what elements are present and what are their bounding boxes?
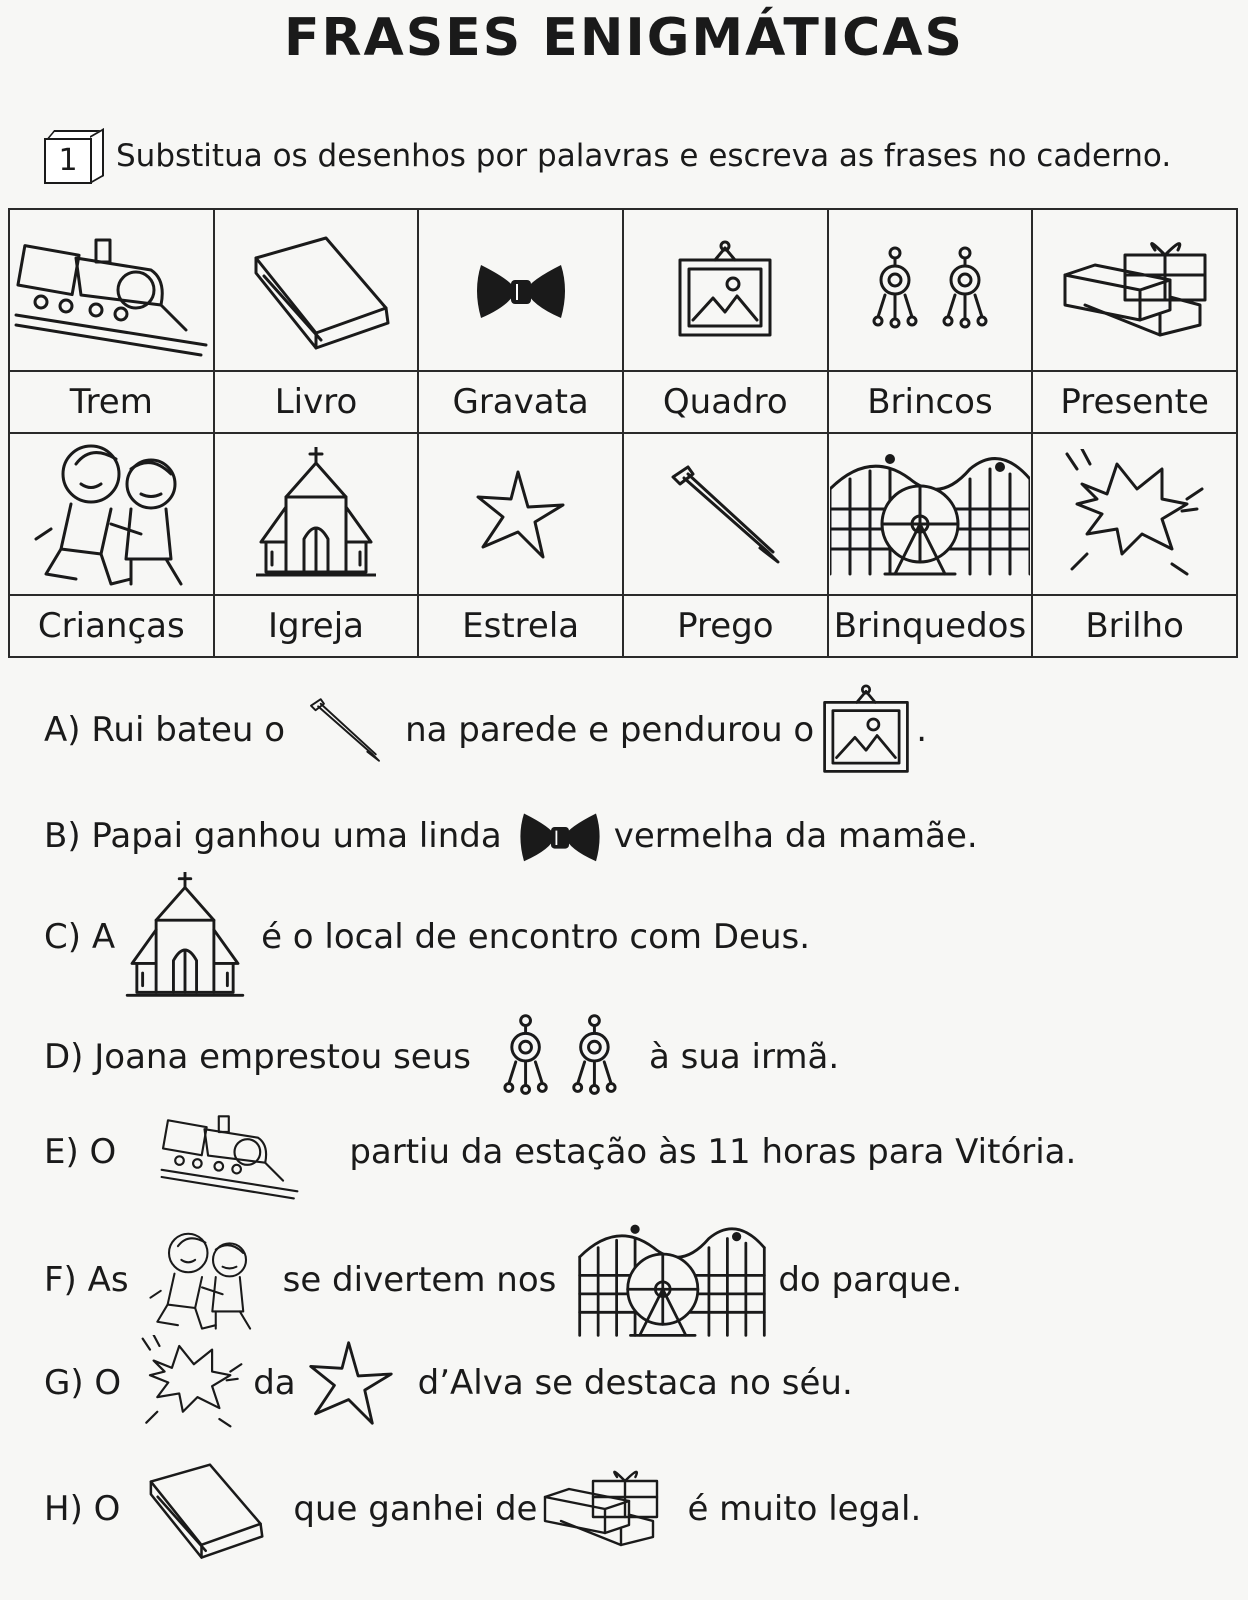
park-cell (828, 433, 1033, 595)
word-label: Igreja (214, 595, 419, 657)
word-label: Crianças (9, 595, 214, 657)
picture-frame-icon (820, 684, 912, 776)
shine-icon (1062, 449, 1207, 579)
earrings-cell (828, 209, 1033, 371)
church-icon (256, 447, 376, 582)
star-cell (418, 433, 623, 595)
word-label: Gravata (418, 371, 623, 433)
sentence-text: . (916, 710, 928, 750)
word-label: Prego (623, 595, 828, 657)
sentence-text: à sua irmã. (648, 1037, 840, 1077)
nail-icon (305, 696, 385, 764)
sentence-text: vermelha da mamãe. (613, 816, 978, 856)
shine-cell (1032, 433, 1237, 595)
sentence-text: C) A (44, 917, 116, 957)
amusement-park-icon (830, 449, 1030, 579)
frame-cell (623, 209, 828, 371)
book-icon (134, 1455, 269, 1563)
gift-cell (1032, 209, 1237, 371)
word-label: Brinquedos (828, 595, 1033, 657)
word-label: Livro (214, 371, 419, 433)
sentence-b (44, 800, 978, 872)
sentence-text: que ganhei de (293, 1489, 538, 1529)
star-icon (473, 467, 568, 562)
word-label: Estrela (418, 595, 623, 657)
nail-cell (623, 433, 828, 595)
church-icon (125, 872, 245, 1002)
train-icon (142, 1102, 317, 1202)
sentence-text: B) Papai ganhou uma linda (44, 816, 502, 856)
page-title: FRASES ENIGMÁTICAS (283, 8, 965, 68)
sentence-text: D) Joana emprestou seus (44, 1037, 471, 1077)
train-icon (11, 220, 211, 360)
sentence-text: é o local de encontro com Deus. (261, 917, 811, 957)
bowtie-icon (471, 250, 571, 330)
sentence-a (44, 684, 927, 776)
train-cell (9, 209, 214, 371)
sentence-text: F) As (44, 1260, 129, 1300)
word-label: Brilho (1032, 595, 1237, 657)
picture-word-table (8, 208, 1238, 658)
earrings-icon (501, 1012, 619, 1102)
kids-cell (9, 433, 214, 595)
sentence-h (44, 1455, 921, 1563)
exercise-number: 1 (44, 138, 92, 184)
sentence-e (44, 1102, 1076, 1202)
picture-frame-icon (675, 240, 775, 340)
gift-icon (1060, 235, 1210, 345)
children-icon (147, 1228, 257, 1333)
children-icon (31, 439, 191, 589)
book-cell (214, 209, 419, 371)
word-label: Brincos (828, 371, 1033, 433)
sentence-text: da (253, 1362, 296, 1403)
nail-icon (668, 462, 783, 567)
bowtie-cell (418, 209, 623, 371)
instruction (44, 130, 1171, 182)
sentence-g (44, 1335, 853, 1430)
sentence-text: se divertem nos (282, 1260, 557, 1300)
earrings-icon (870, 245, 990, 335)
dice-icon (44, 130, 104, 182)
church-cell (214, 433, 419, 595)
sentence-text: na parede e pendurou o (405, 710, 815, 750)
sentence-text: E) O (44, 1132, 117, 1172)
word-label: Quadro (623, 371, 828, 433)
book-icon (236, 228, 396, 353)
sentence-f (44, 1220, 962, 1340)
sentence-c (44, 872, 810, 1002)
sentence-d (44, 1012, 839, 1102)
word-label: Presente (1032, 371, 1237, 433)
sentence-text: A) Rui bateu o (44, 710, 286, 750)
sentence-text: é muito legal. (687, 1489, 922, 1529)
sentence-text: G) O (44, 1362, 122, 1403)
sentence-text: H) O (44, 1489, 121, 1529)
sentence-text: partiu da estação às 11 horas para Vitória. (349, 1132, 1077, 1172)
amusement-park-icon (572, 1220, 772, 1340)
sentence-text: do parque. (778, 1260, 963, 1300)
star-icon (306, 1338, 396, 1428)
bowtie-icon (514, 800, 606, 872)
sentence-text: d’Alva se destaca no séu. (417, 1362, 853, 1403)
instruction-text: Substitua os desenhos por palavras e escreva as frases no caderno. (116, 138, 1172, 174)
shine-icon (137, 1335, 247, 1430)
word-label: Trem (9, 371, 214, 433)
gift-icon (541, 1465, 661, 1553)
